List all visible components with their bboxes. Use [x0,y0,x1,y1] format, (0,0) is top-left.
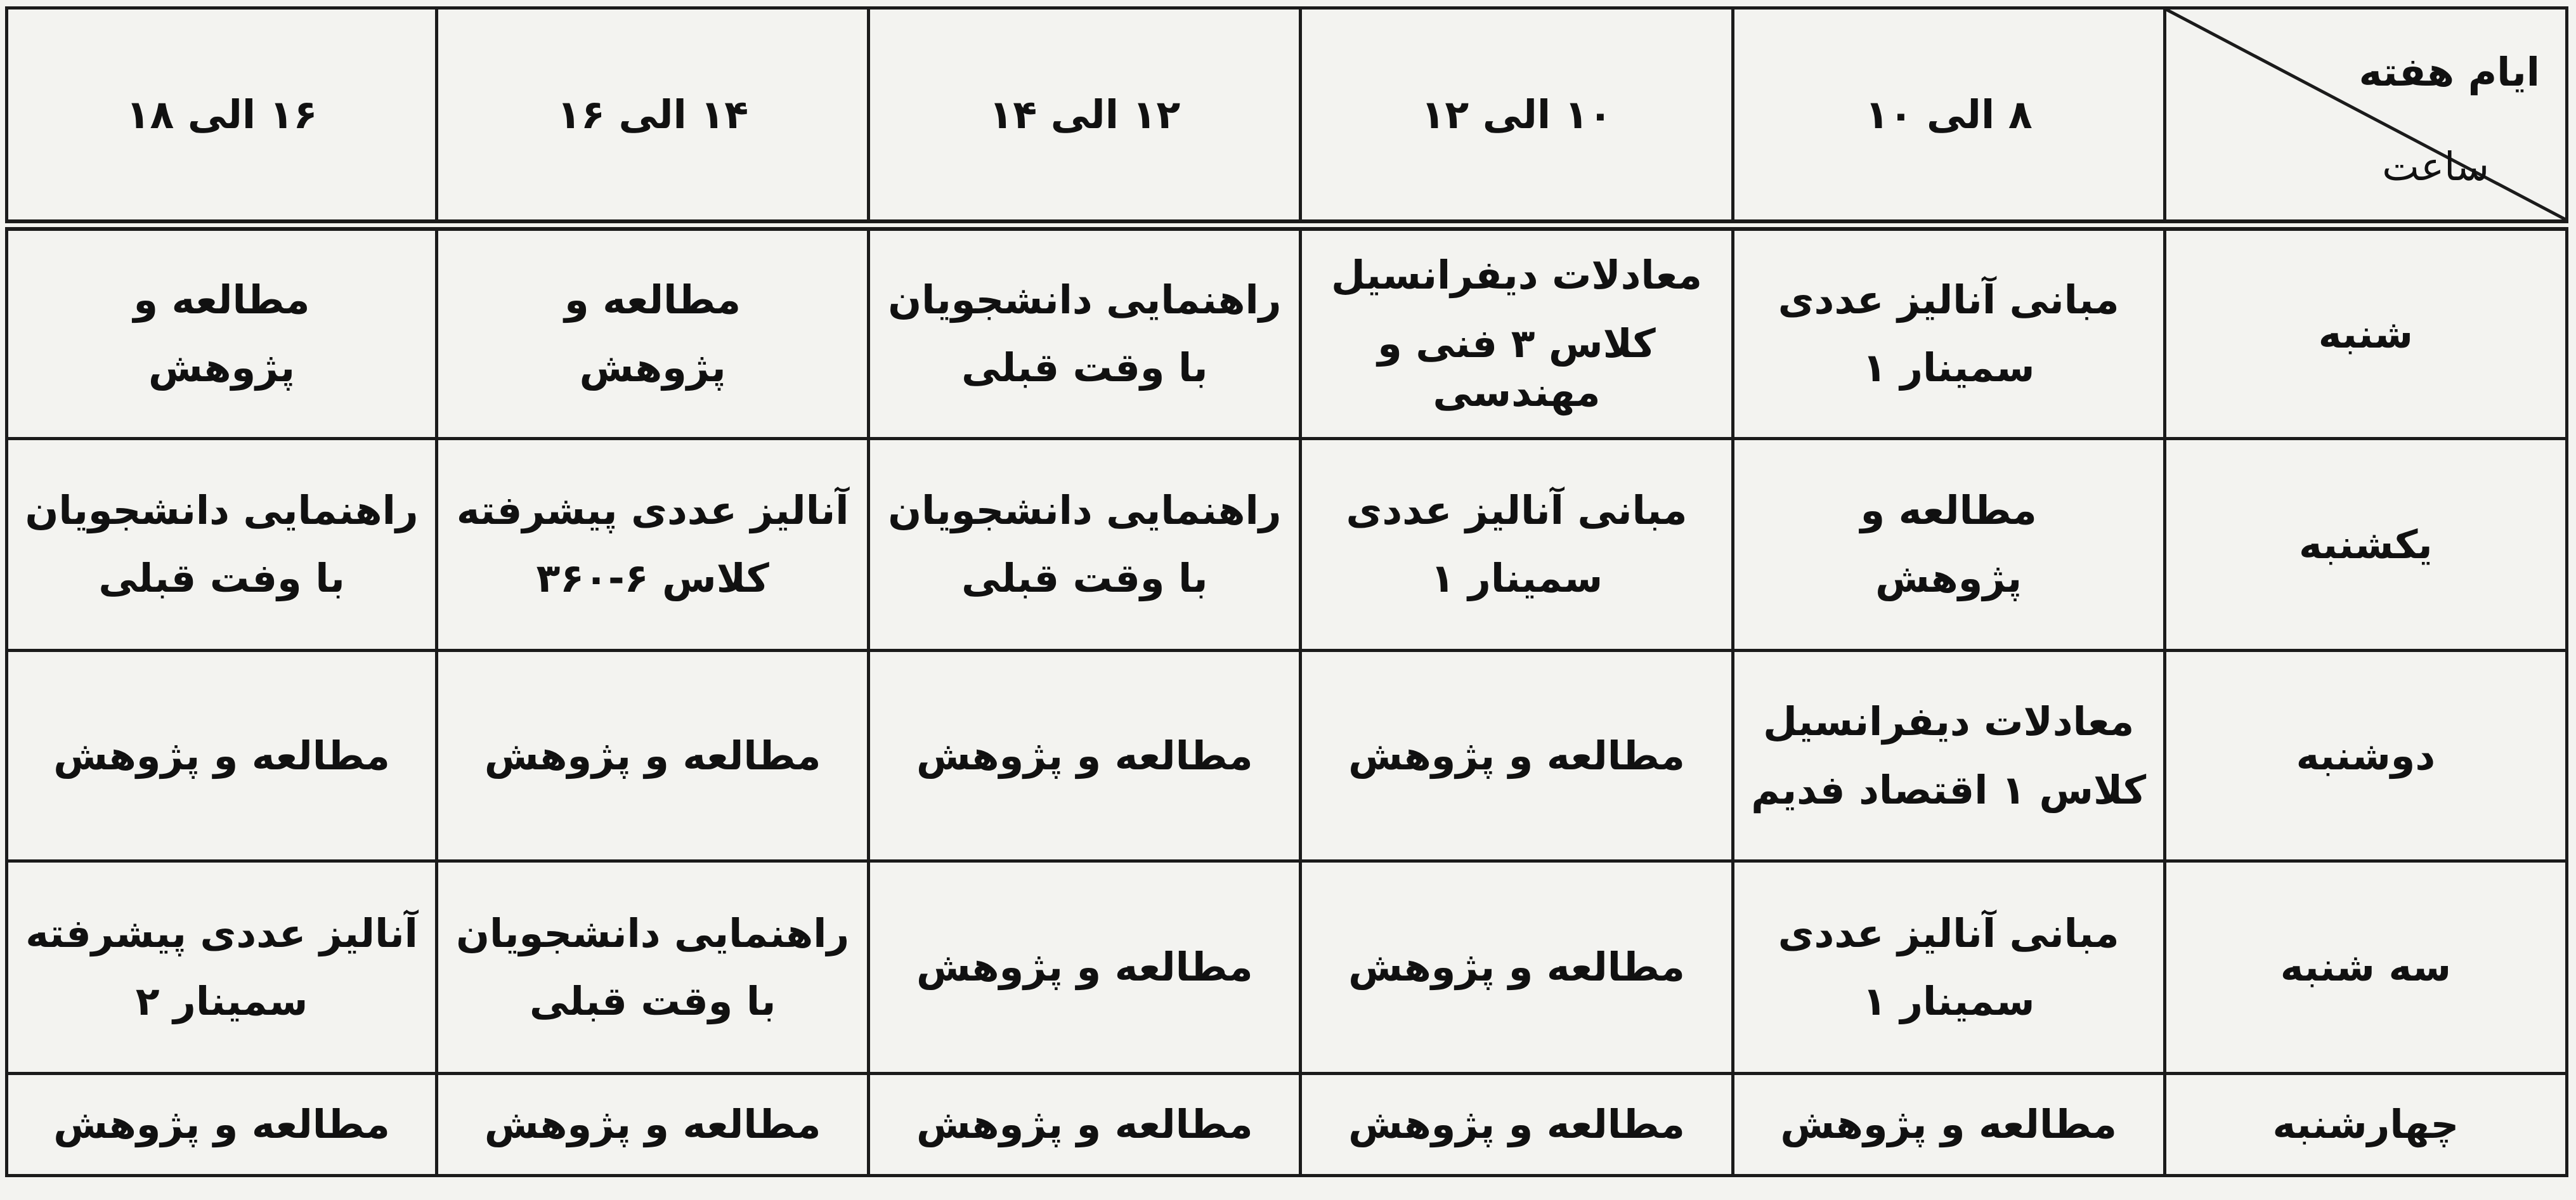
table-row [7,225,2567,438]
day-label: سه شنبه [2164,861,2566,1073]
day-label: یکشنبه [2164,438,2566,650]
time-slot-header: ۱۲ الی ۱۴ [869,8,1301,225]
schedule-cell [1733,861,2164,1073]
time-slot-header: ۱۰ الی ۱۲ [1301,8,1733,225]
table-row [7,651,2567,861]
table-row [7,861,2567,1073]
schedule-cell [437,438,869,650]
schedule-cell [1301,225,1733,438]
cell-line: کلاس ۱ اقتصاد فدیم [1751,766,2147,813]
cell-line: مبانی آنالیز عددی [1778,910,2119,956]
diagonal-divider [2166,10,2565,219]
schedule-cell: مطالعه و پژوهش [869,651,1301,861]
time-slot-header: ۱۶ الی ۱۸ [7,8,437,225]
day-label: دوشنبه [2164,651,2566,861]
cell-line: سمینار ۱ [1862,978,2035,1025]
weekdays-heading: ایام هفته [2358,49,2540,95]
cell-line: مطالعه و [564,276,741,323]
cell-line: سمینار ۱ [1430,555,1603,602]
cell-line: سمینار ۱ [1862,344,2035,391]
cell-line: آنالیز عددی پیشرفته [456,486,849,533]
day-label: شنبه [2164,225,2566,438]
cell-line: پژوهش [579,344,726,391]
schedule-cell [869,438,1301,650]
table-row [7,1073,2567,1175]
schedule-cell: مطالعه و پژوهش [7,651,437,861]
cell-line: سمینار ۲ [135,978,308,1025]
schedule-cell [1733,225,2164,438]
cell-line: راهنمایی دانشجویان [888,276,1282,323]
schedule-cell: مطالعه و پژوهش [1301,861,1733,1073]
hours-heading: ساعت [2382,143,2489,190]
cell-line: پژوهش [1875,555,2022,602]
cell-line: با وفت قبلی [98,555,345,602]
schedule-cell: مطالعه و پژوهش [869,1073,1301,1175]
cell-line: مطالعه و [133,276,310,323]
cell-line: راهنمایی دانشجویان [25,486,419,533]
cell-line: راهنمایی دانشجویان [888,486,1282,533]
schedule-cell: مطالعه و پژوهش [1301,651,1733,861]
day-label: چهارشنبه [2164,1073,2566,1175]
cell-line: با وقت قبلی [529,978,776,1025]
cell-line: مبانی آنالیز عددی [1778,276,2119,323]
schedule-cell [437,861,869,1073]
cell-line: پژوهش [148,344,296,391]
cell-line: مبانی آنالیز عددی [1346,486,1688,533]
schedule-cell: مطالعه و پژوهش [437,651,869,861]
cell-line: با وقت قبلی [961,555,1208,602]
corner-cell [2164,8,2566,225]
cell-line: کلاس ۳ فنی و مهندسی [1377,320,1656,416]
time-slot-header: ۸ الی ۱۰ [1733,8,2164,225]
schedule-cell [1733,651,2164,861]
schedule-cell [869,225,1301,438]
cell-line: مطالعه و [1860,486,2037,533]
schedule-cell [1733,438,2164,650]
schedule-cell [437,225,869,438]
cell-line: معادلات دیفرانسیل [1763,698,2135,745]
schedule-cell: مطالعه و پژوهش [437,1073,869,1175]
schedule-cell [1301,438,1733,650]
table-row [7,438,2567,650]
schedule-cell: مطالعه و پژوهش [1733,1073,2164,1175]
time-slot-header: ۱۴ الی ۱۶ [437,8,869,225]
schedule-cell [7,861,437,1073]
cell-line: معادلات دیفرانسیل [1330,252,1703,299]
cell-line: با وقت قبلی [961,344,1208,391]
cell-line: آنالیز عددی پیشرفته [25,910,418,956]
schedule-cell: مطالعه و پژوهش [7,1073,437,1175]
schedule-cell [7,438,437,650]
schedule-cell: مطالعه و پژوهش [1301,1073,1733,1175]
cell-line: راهنمایی دانشجویان [456,910,850,956]
weekly-schedule-table [5,6,2568,1177]
schedule-cell: مطالعه و پژوهش [869,861,1301,1073]
cell-line: کلاس ۶-۳۶۰ [536,555,769,602]
schedule-cell [7,225,437,438]
header-row [7,8,2567,225]
